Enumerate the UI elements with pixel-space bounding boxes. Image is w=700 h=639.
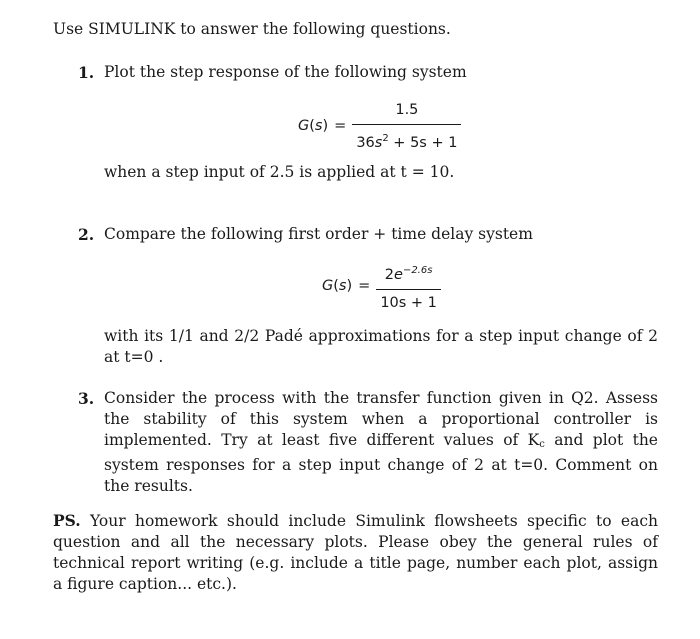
transfer-function-1 — [298, 100, 461, 154]
question-1 — [78, 62, 658, 83]
question-text: Compare the following first order + time delay system — [104, 225, 533, 243]
question-text: Consider the process with the transfer function given in Q2. Assess the stability of this system when a proportional controller is implemented. Try at least five different values of $K_c$ and plot the system responses for a step input change of 2 at t=0. Comment on the results. — [104, 389, 658, 495]
fraction — [352, 100, 461, 154]
question-2-condition: with its 1/1 and 2/2 Padé approximations for a step input change of 2 at t=0 . — [104, 327, 658, 366]
transfer-function-2 — [322, 260, 441, 314]
numerator: 1.5 — [395, 102, 419, 118]
formula-lhs: G(s) — [298, 118, 329, 135]
denominator: 10s + 1 — [376, 289, 441, 314]
question-text: Plot the step response of the following system — [104, 63, 467, 81]
ps-label: PS. — [53, 511, 81, 530]
equals-sign: = — [334, 118, 347, 135]
ps-note — [53, 510, 658, 595]
question-number: 1. — [78, 63, 95, 82]
ps-text: Your homework should include Simulink flowsheets specific to each question and all the necessary plots. Please obey the general rules of technical report writing (e.g. include a title page, number each plot, assign a figure caption... etc.). — [53, 512, 658, 593]
formula-lhs: G(s) — [322, 278, 353, 295]
denominator: $36s^2 + 5s + 1$ — [352, 124, 461, 154]
equals-sign: = — [358, 278, 371, 295]
intro-text: Use SIMULINK to answer the following questions. — [53, 20, 451, 38]
question-2 — [78, 224, 658, 245]
numerator: $2e^{-2.6s}$ — [384, 265, 433, 283]
question-number: 3. — [78, 389, 95, 408]
question-number: 2. — [78, 225, 95, 244]
question-1-condition: when a step input of 2.5 is applied at t = 10. — [104, 163, 455, 181]
fraction — [376, 260, 441, 314]
question-3 — [78, 388, 658, 497]
